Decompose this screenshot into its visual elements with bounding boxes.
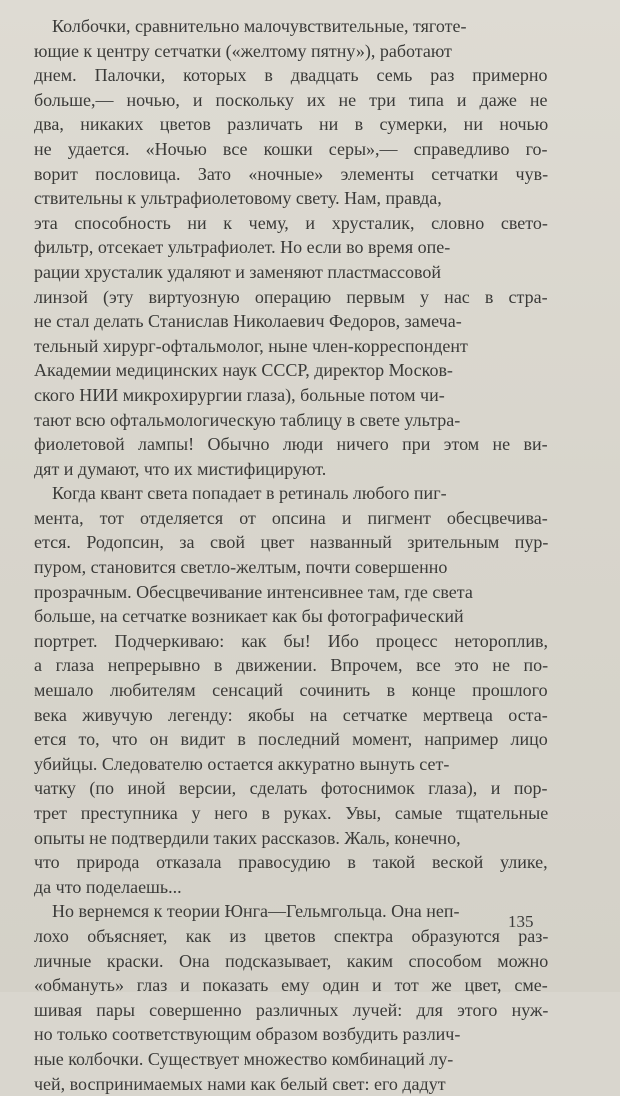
text-line: пуром, становится светло-желтым, почти совершенно (34, 557, 448, 578)
text-line: опыты не подтвердили таких рассказов. Жаль, конечно, (34, 827, 461, 848)
text-line: ется то, что он видит в последний момент, например лицо (34, 729, 548, 750)
text-line: портрет. Подчеркиваю: как бы! Ибо процесс нетороплив, (34, 630, 548, 651)
text-line: не стал делать Станислав Николаевич Федоров, замеча- (34, 311, 462, 332)
page-number: 135 (508, 912, 534, 931)
text-line: ского НИИ микрохирургии глаза), больные потом чи- (34, 384, 445, 405)
text-line: что природа отказала правосудию в такой веской улике, (34, 852, 548, 873)
text-line: ется. Родопсин, за свой цвет названный зрительным пур- (34, 532, 548, 553)
text-line: но только соответствующим образом возбудить различ- (34, 1024, 461, 1045)
text-line: прозрачным. Обесцвечивание интенсивнее там, где света (34, 581, 473, 602)
text-line: тельный хирург-офтальмолог, ныне член-корреспондент (34, 335, 468, 356)
text-line: ющие к центру сетчатки («желтому пятну»), работают (34, 40, 452, 61)
text-line: больше, на сетчатке возникает как бы фотографический (34, 606, 464, 627)
text-line: а глаза непрерывно в движении. Впрочем, все это не по- (34, 655, 548, 676)
text-line: линзой (эту виртуозную операцию первым у нас в стра- (34, 286, 548, 307)
text-line: ные колбочки. Существует множество комбинаций лу- (34, 1048, 454, 1069)
text-line: да что поделаешь... (34, 876, 182, 897)
text-line: рации хрусталик удаляют и заменяют пластмассовой (34, 261, 442, 282)
text-line: чатку (по иной версии, сделать фотоснимок глаза), и пор- (34, 778, 548, 799)
text-line: тают всю офтальмологическую таблицу в свете ультра- (34, 409, 461, 430)
text-line: Когда квант света попадает в ретиналь любого пиг- (52, 483, 447, 504)
text-line: эта способность ни к чему, и хрусталик, словно свето- (34, 212, 548, 233)
text-line: не удается. «Ночью все кошки серы»,— справедливо го- (34, 138, 548, 159)
paragraph (34, 14, 548, 481)
text-line: мешало любителям сенсаций сочинить в конце прошлого (34, 680, 548, 701)
paragraph (34, 481, 548, 899)
text-line: Колбочки, сравнительно малочувствительные, тяготе- (52, 16, 467, 36)
text-line: больше,— ночью, и поскольку их не три типа и даже не (34, 89, 548, 110)
page-text (34, 14, 548, 1096)
text-line: мента, тот отделяется от опсина и пигмент обесцвечива- (34, 507, 548, 528)
text-line: трет преступника у него в руках. Увы, самые тщательные (34, 803, 548, 823)
text-line: личные краски. Она подсказывает, каким способом можно (34, 950, 548, 971)
text-line: два, никаких цветов различать ни в сумерки, ни ночью (34, 114, 548, 135)
text-line: фиолетовой лампы! Обычно люди ничего при этом не ви- (34, 434, 548, 455)
text-line: чей, воспринимаемых нами как белый свет: его дадут (34, 1073, 446, 1094)
text-line: лохо объясняет, как из цветов спектра образуются раз- (34, 925, 548, 946)
text-line: убийцы. Следователю остается аккуратно вынуть сет- (34, 753, 450, 774)
text-line: днем. Палочки, которых в двадцать семь раз примерно (34, 65, 548, 86)
text-line: ворит пословица. Зато «ночные» элементы сетчатки чув- (34, 163, 548, 184)
text-line: дят и думают, что их мистифицируют. (34, 458, 327, 479)
text-line: Академии медицинских наук СССР, директор Москов- (34, 360, 453, 381)
text-line: Но вернемся к теории Юнга—Гельмгольца. Она неп- (52, 901, 460, 922)
text-line: фильтр, отсекает ультрафиолет. Но если во время опе- (34, 237, 451, 258)
text-line: «обмануть» глаз и показать ему один и тот же цвет, сме- (34, 975, 548, 996)
text-line: века живучую легенду: якобы на сетчатке мертвеца оста- (34, 704, 548, 725)
paragraph (34, 899, 548, 1096)
text-line: ствительны к ультрафиолетовому свету. Нам, правда, (34, 188, 442, 209)
text-line: шивая пары совершенно различных лучей: для этого нуж- (34, 999, 548, 1020)
